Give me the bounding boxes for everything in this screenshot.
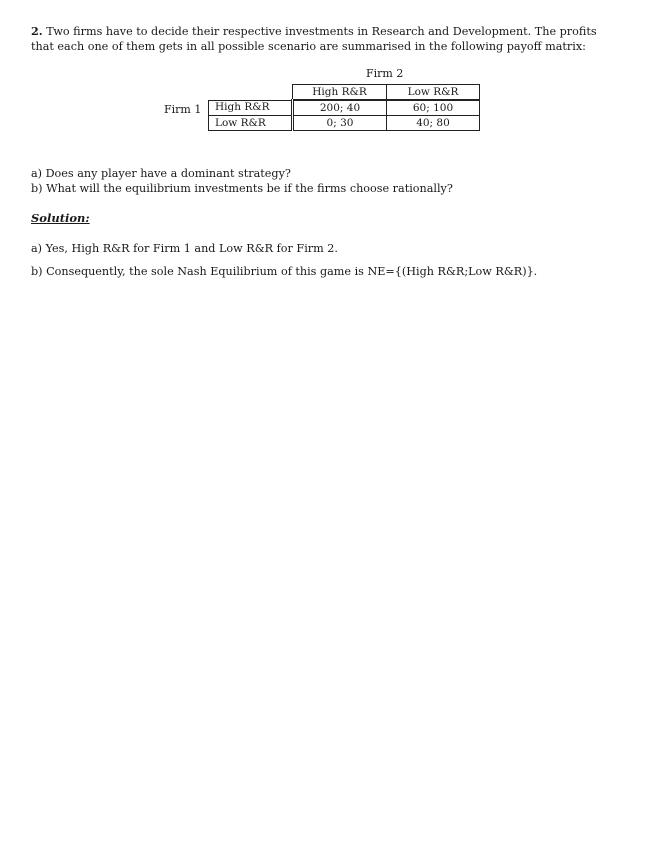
problem-text: Two firms have to decide their respective investments in Research and Development. The profits that each one of them gets in all possible scenario are summarised in the following payoff matrix: xyxy=(31,25,597,53)
answer-a: a) Yes, High R&R for Firm 1 and Low R&R for Firm 2. xyxy=(31,242,338,255)
payoff-cell: 40; 80 xyxy=(387,116,480,131)
row-player-label: Firm 1 xyxy=(164,103,202,116)
questions xyxy=(31,166,453,196)
table-row xyxy=(209,100,480,116)
problem-statement xyxy=(31,24,616,54)
question-b: b) What will the equilibrium investments be if the firms choose rationally? xyxy=(31,182,453,195)
payoff-cell: 200; 40 xyxy=(293,100,387,116)
row-header: Low R&R xyxy=(209,116,293,131)
payoff-cell: 60; 100 xyxy=(387,100,480,116)
payoff-matrix xyxy=(0,67,655,137)
table-corner xyxy=(209,85,293,101)
answer-b: b) Consequently, the sole Nash Equilibrium of this game is NE={(High R&R;Low R&R)}. xyxy=(31,265,538,278)
problem-number: 2. xyxy=(31,24,43,38)
payoff-cell: 0; 30 xyxy=(293,116,387,131)
solution-answers xyxy=(31,241,537,287)
row-header: High R&R xyxy=(209,100,293,116)
table-header-row xyxy=(209,85,480,101)
column-player-label: Firm 2 xyxy=(366,67,404,80)
payoff-table xyxy=(208,84,480,131)
table-row xyxy=(209,116,480,131)
column-header: High R&R xyxy=(293,85,387,101)
solution-heading: Solution: xyxy=(31,211,90,225)
column-header: Low R&R xyxy=(387,85,480,101)
question-a: a) Does any player have a dominant strategy? xyxy=(31,167,291,180)
